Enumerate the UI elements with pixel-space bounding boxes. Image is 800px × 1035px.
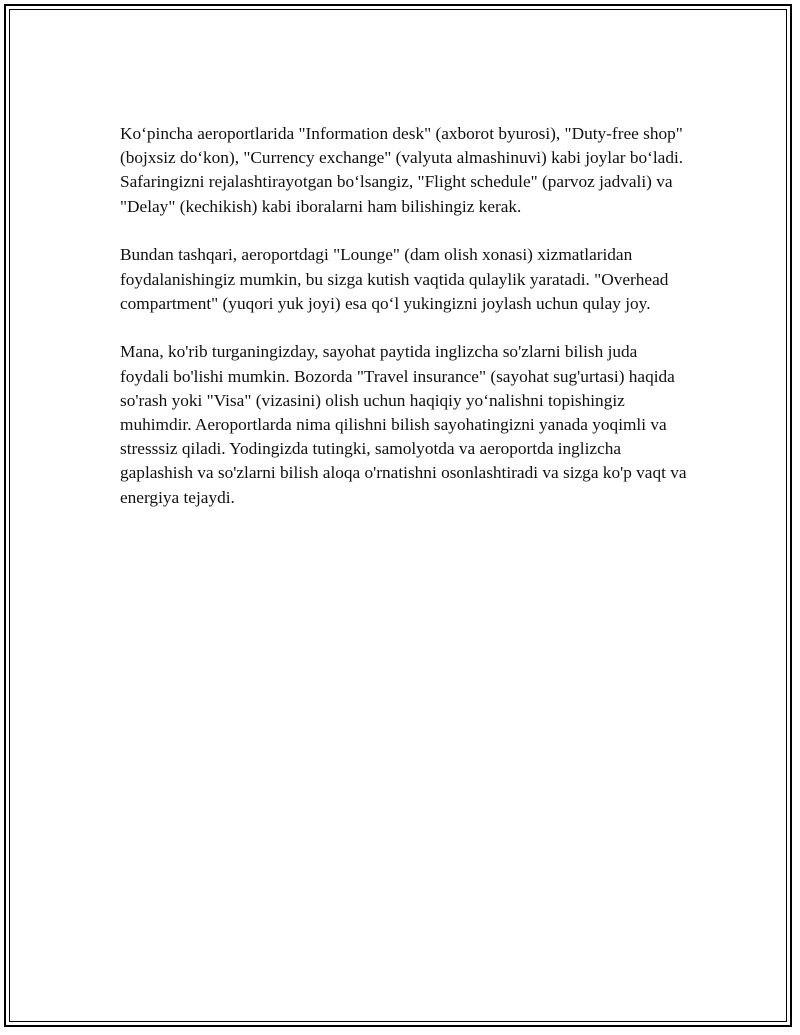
document-page	[4, 4, 792, 1027]
paragraph-travel-tips: Mana, ko'rib turganingizday, sayohat paytida inglizcha so'zlarni bilish juda foydali bo'lishi mumkin. Bozorda "Travel insurance" (sayohat sug'urtasi) haqida so'rash yoki "Visa" (vizasini) olish uchun haqiqiy yo‘nalishni topishingiz muhimdir. Aeroportlarda nima qilishni bilish sayohatingizni yanada yoqimli va stresssiz qiladi. Yodingizda tutingki, samolyotda va aeroportda inglizcha gaplashish va so'zlarni bilish aloqa o'rnatishni osonlashtiradi va sizga ko'p vaqt va energiya tejaydi.	[120, 342, 687, 507]
document-body	[120, 122, 690, 534]
paragraph-airport-places: Ko‘pincha aeroportlarida "Information desk" (axborot byurosi), "Duty-free shop" (bojxsiz do‘kon), "Currency exchange" (valyuta almashinuvi) kabi joylar bo‘ladi. Safaringizni rejalashtirayotgan bo‘lsangiz, "Flight schedule" (parvoz jadvali) va "Delay" (kechikish) kabi iboralarni ham bilishingiz kerak.	[120, 124, 684, 216]
paragraph-lounge: Bundan tashqari, aeroportdagi "Lounge" (dam olish xonasi) xizmatlaridan foydalanishingiz mumkin, bu sizga kutish vaqtida qulaylik yaratadi. "Overhead compartment" (yuqori yuk joyi) esa qo‘l yukingizni joylash uchun qulay joy.	[120, 245, 669, 313]
